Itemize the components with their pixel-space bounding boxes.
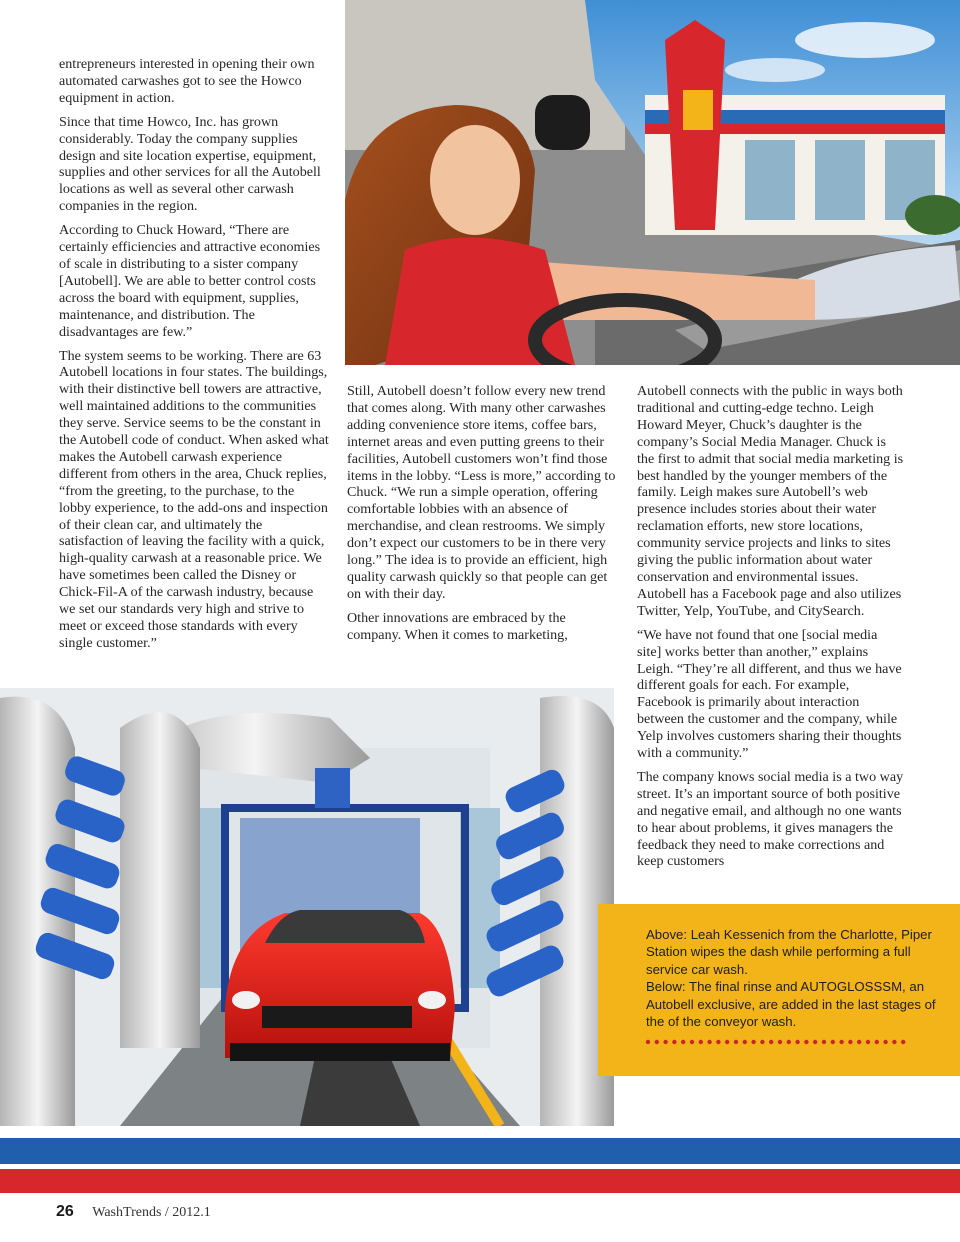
dot [813,1040,817,1044]
caption-above: Above: Leah Kessenich from the Charlotte, Piper Station wipes the dash while performing a full service car wash. [646,927,932,977]
dot [831,1040,835,1044]
magazine-issue: WashTrends / 2012.1 [92,1205,211,1220]
dot [848,1040,852,1044]
article-paragraph: Still, Autobell doesn’t follow every new trend that comes along. With many other carwashes adding convenience store items, coffee bars, internet areas and even putting greens to their facilities, Autobell customers won’t find those items in the lobby. “Less is more,” according to Chuck. “We run a simple operation, offering comfortable lobbies with an absence of merchandise, and clean restrooms. We simply don’t expect our customers to be in there very long.” The idea is to provide an efficient, high quality carwash quickly so that people can get on with their day. [347,383,616,602]
dot [760,1040,764,1044]
dotted-rule [644,1038,906,1046]
dot [646,1040,650,1044]
dot [690,1040,694,1044]
article-paragraph: Since that time Howco, Inc. has grown considerably. Today the company supplies design and site location expertise, equipment, supplies and other services for all the Autobell locations as well as several other carwash companies in the region. [59,113,321,215]
photo-car-wash-illustration [0,688,614,1126]
dot [655,1040,659,1044]
dot [778,1040,782,1044]
footer-stripe-red [0,1169,960,1193]
article-paragraph: Other innovations are embraced by the company. When it comes to marketing, [347,609,568,643]
dot [795,1040,799,1044]
photo-caption [646,926,946,1030]
dot [672,1040,676,1044]
footer-stripe-blue [0,1138,960,1164]
article-paragraph: The company knows social media is a two way street. It’s an important source of both positive and negative email, and although no one wants to hear about problems, it gives managers the feedback they need to make corrections and keep customers [637,768,904,870]
dot [857,1040,861,1044]
article-column-2 [347,383,622,651]
dot [769,1040,773,1044]
dot [804,1040,808,1044]
photo-caption-box [598,904,960,1076]
photo-conveyor-wash [0,688,614,1126]
dot [707,1040,711,1044]
dot [751,1040,755,1044]
article-paragraph: The system seems to be working. There are 63 Autobell locations in four states. The buildings, with their distinctive bell towers are attractive, well maintained additions to the communities they serve. Service seems to be the constant in the Autobell code of conduct. When asked what makes the Autobell carwash experience different from others in the area, Chuck replies, “from the greeting, to the purchase, to the lobby experience, to the add-ons and inspection of their clean car, and ultimately the satisfaction of leaving the facility with a quick, high-quality carwash at a reasonable price. We have sometimes been called the Disney or Chick-Fil-A of the carwash industry, because we set our standards very high and strive to meet or exceed those standards with every single customer.” [59,347,329,651]
article-paragraph: entrepreneurs interested in opening their own automated carwashes got to see the Howco equipment in action. [59,56,315,106]
dot [883,1040,887,1044]
dot [787,1040,791,1044]
article-paragraph: “We have not found that one [social media site] works better than another,” explains Leigh. “They’re all different, and thus we have different goals for each. For example, Facebook is primarily about interaction between the customer and the company, while Yelp involves customers sharing their thoughts with a community.” [637,626,902,762]
article-column-1 [59,56,329,659]
article-paragraph: Autobell connects with the public in ways both traditional and cutting-edge techno. Leigh Howard Meyer, Chuck’s daughter is the company’s Social Media Manager. Chuck is the first to admit that social media marketing is best handled by the younger members of the family. Leigh makes sure Autobell’s web presence includes stories about their water reclamation efforts, new store locations, community service projects and links to sites giving the public information about water conservation and environmental issues. Autobell has a Facebook page and also utilizes Twitter, Yelp, YouTube, and CitySearch. [637,383,904,619]
dot [822,1040,826,1044]
page-footer [56,1203,211,1225]
dot [663,1040,667,1044]
dot [892,1040,896,1044]
article-column-3 [637,383,905,877]
article-paragraph: According to Chuck Howard, “There are certainly efficiencies and attractive economies of scale in distributing to a sister company [Autobell]. We are able to better control costs across the board with equipment, supplies, maintenance, and distribution. The disadvantages are few.” [59,222,321,340]
dot [716,1040,720,1044]
caption-below: Below: The final rinse and AUTOGLOSSSM, an Autobell exclusive, are added in the last stages of the of the conveyor wash. [646,979,936,1030]
dot [866,1040,870,1044]
dot [681,1040,685,1044]
photo-attendant-illustration [345,0,960,365]
page-number: 26 [56,1203,74,1220]
dot [743,1040,747,1044]
dot [725,1040,729,1044]
dot [875,1040,879,1044]
dot [699,1040,703,1044]
photo-attendant-wiping-dash [345,0,960,365]
dot [901,1040,905,1044]
dot [734,1040,738,1044]
dot [839,1040,843,1044]
